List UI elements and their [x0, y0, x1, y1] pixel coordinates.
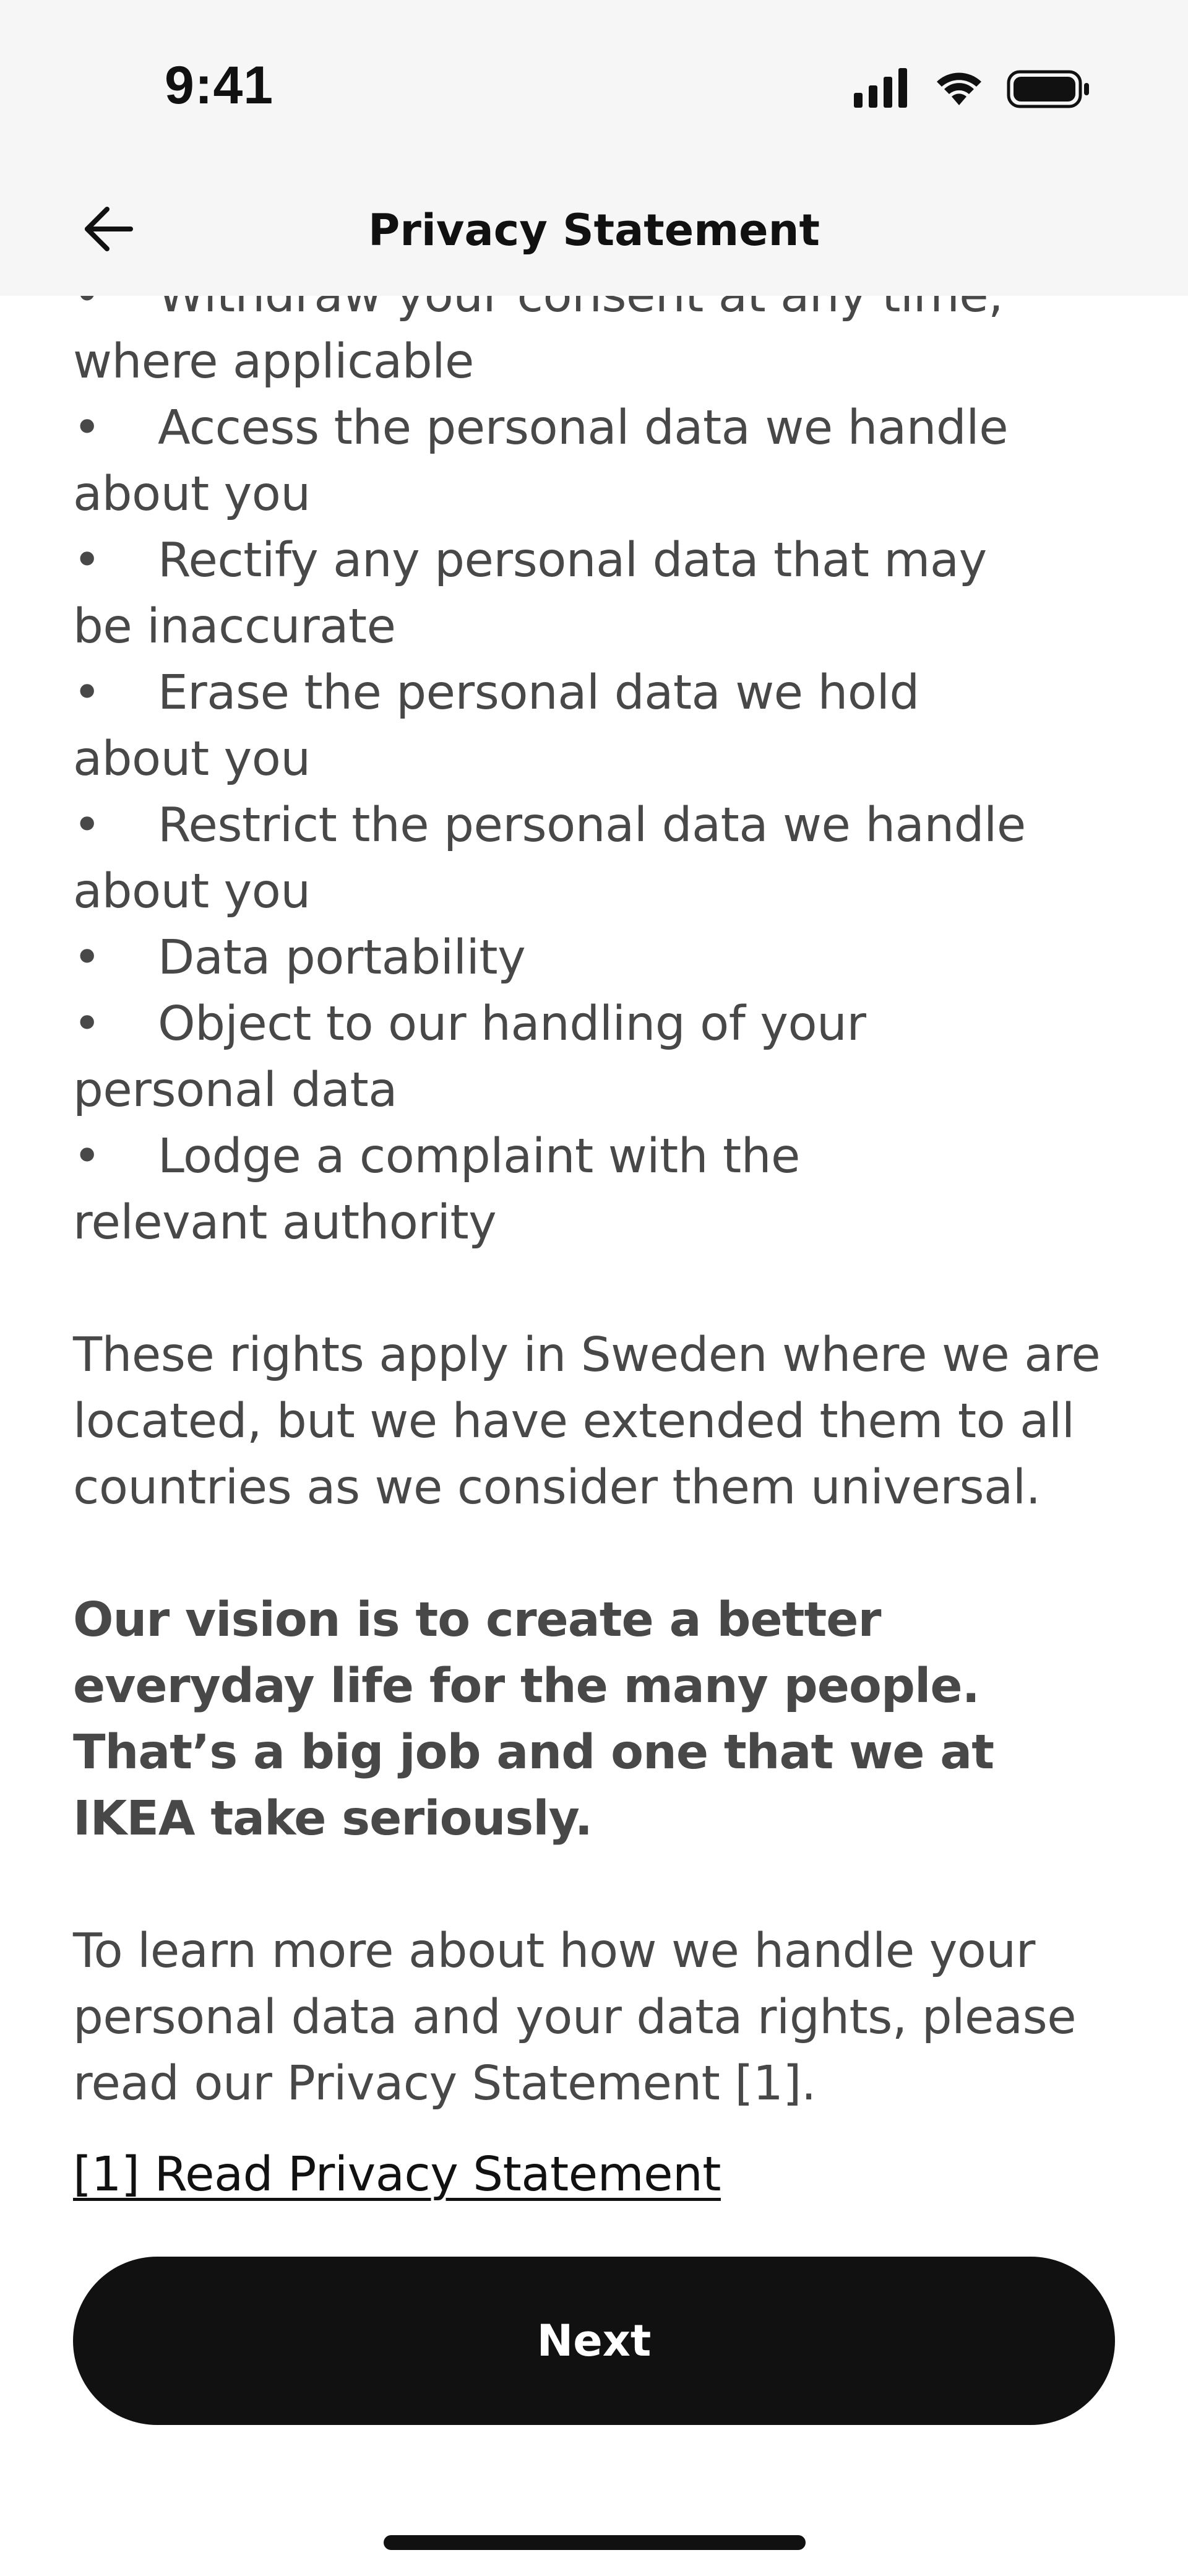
- page-title: Privacy Statement: [368, 205, 820, 256]
- status-icons: [848, 63, 1095, 113]
- bullet: •: [73, 533, 101, 588]
- battery-icon: [1009, 72, 1089, 106]
- list-item-text-cont: about you: [73, 864, 311, 919]
- list-item-text-cont: be inaccurate: [73, 599, 396, 654]
- list-item-text: Restrict the personal data we handle: [158, 798, 1026, 853]
- read-privacy-statement-link[interactable]: [1] Read Privacy Statement: [73, 2147, 721, 2202]
- list-item: [73, 395, 1115, 527]
- cellular-signal-icon: [854, 68, 907, 108]
- list-item: [73, 925, 1115, 991]
- bullet: •: [73, 665, 101, 720]
- status-time: 9:41: [165, 56, 274, 115]
- list-item: [73, 527, 1115, 660]
- bullet: •: [73, 1129, 101, 1184]
- bullet: •: [73, 798, 101, 853]
- list-item-text: Lodge a complaint with the: [158, 1129, 800, 1184]
- bullet: •: [73, 400, 101, 456]
- home-indicator: [384, 2535, 806, 2550]
- rights-paragraph: These rights apply in Sweden where we are located, but we have extended them to all countries as we consider them universal.: [73, 1328, 1101, 1515]
- list-item-text: Data portability: [158, 930, 526, 985]
- list-item-text-cont: about you: [73, 467, 311, 522]
- list-item-text: Access the personal data we handle: [158, 400, 1009, 456]
- status-icons-svg: [848, 63, 1095, 113]
- bullet: •: [73, 996, 101, 1052]
- list-item-text: Rectify any personal data that may: [158, 533, 987, 588]
- privacy-content: [73, 262, 1115, 2208]
- learn-more-paragraph: To learn more about how we handle your personal data and your data rights, please read our Privacy Statement [1].: [73, 1924, 1077, 2111]
- list-item: [73, 660, 1115, 792]
- list-item-text: Erase the personal data we hold: [158, 665, 919, 720]
- list-item: [73, 1123, 1115, 1256]
- list-item: [73, 792, 1115, 925]
- vision-paragraph: Our vision is to create a better everyday life for the many people. That’s a big job and one that we at IKEA take seriously.: [73, 1593, 994, 1846]
- header: [0, 0, 1188, 296]
- list-item: [73, 991, 1115, 1123]
- list-item-text: Object to our handling of your: [158, 996, 866, 1052]
- wifi-icon: [937, 73, 981, 105]
- list-item-text-cont: about you: [73, 732, 311, 787]
- rights-list: [73, 262, 1115, 1256]
- list-item-text-cont: where applicable: [73, 334, 474, 389]
- bullet: •: [73, 930, 101, 985]
- list-item-text-cont: personal data: [73, 1063, 397, 1118]
- next-button[interactable]: Next: [73, 2257, 1115, 2425]
- list-item-text-cont: relevant authority: [73, 1195, 497, 1250]
